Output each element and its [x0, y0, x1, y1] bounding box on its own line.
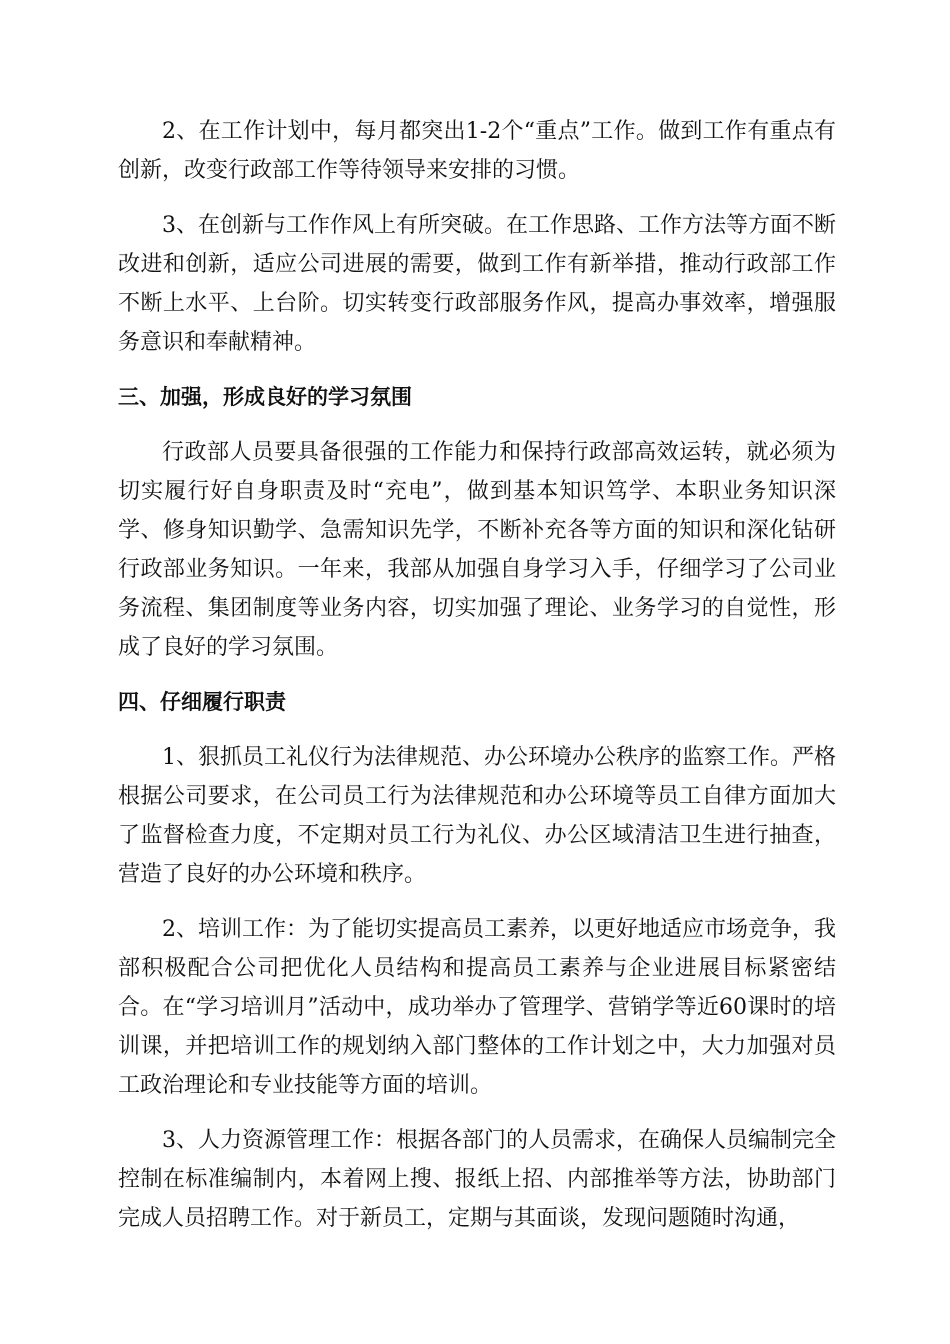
section-heading-learning: 三、加强，形成良好的学习氛围	[118, 385, 412, 409]
paragraph-training-work: 2、培训工作：为了能切实提高员工素养，以更好地适应市场竞争，我部积极配合公司把优化人员结构和提高员工素养与企业进展目标紧密结合。在“学习培训月”活动中，成功举办了管理学、营销学等近60课时的培训课，并把培训工作的规划纳入部门整体的工作计划之中，大力加强对员工政治理论和专业技能等方面的培训。	[118, 917, 836, 1098]
paragraph-hr-management: 3、人力资源管理工作：根据各部门的人员需求，在确保人员编制完全控制在标准编制内，本着网上搜、报纸上招、内部推举等方法，协助部门完成人员招聘工作。对于新员工，定期与其面谈，发现问题随时沟通，	[118, 1128, 836, 1231]
paragraph-work-plan-focus: 2、在工作计划中，每月都突出1-2个“重点”工作。做到工作有重点有创新，改变行政部工作等待领导来安排的习惯。	[118, 119, 836, 183]
section-heading-duties: 四、仔细履行职责	[118, 690, 286, 714]
paragraph-etiquette-supervision: 1、狠抓员工礼仪行为法律规范、办公环境办公秩序的监察工作。严格根据公司要求，在公司员工行为法律规范和办公环境等员工自律方面加大了监督检查力度，不定期对员工行为礼仪、办公区域清洁卫生进行抽查，营造了良好的办公环境和秩序。	[118, 745, 836, 887]
paragraph-innovation-style: 3、在创新与工作作风上有所突破。在工作思路、工作方法等方面不断改进和创新，适应公司进展的需要，做到工作有新举措，推动行政部工作不断上水平、上台阶。切实转变行政部服务作风，提高办事效率，增强服务意识和奉献精神。	[118, 213, 836, 355]
paragraph-learning-atmosphere: 行政部人员要具备很强的工作能力和保持行政部高效运转，就必须为切实履行好自身职责及时“充电”，做到基本知识笃学、本职业务知识深学、修身知识勤学、急需知识先学，不断补充各等方面的知识和深化钻研行政部业务知识。一年来，我部从加强自身学习入手，仔细学习了公司业务流程、集团制度等业务内容，切实加强了理论、业务学习的自觉性，形成了良好的学习氛围。	[118, 440, 836, 660]
document-body	[118, 112, 836, 1254]
